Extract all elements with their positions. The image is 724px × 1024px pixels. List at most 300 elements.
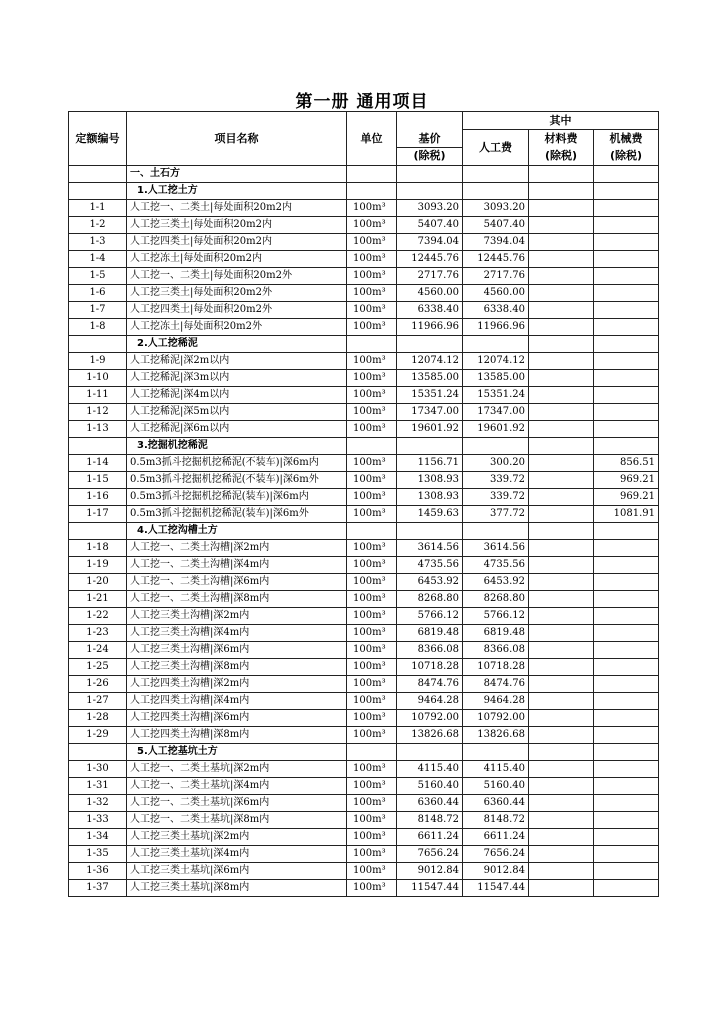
cell-code (69, 183, 127, 200)
cell-unit: 100m³ (347, 353, 397, 370)
cell-unit (347, 336, 397, 353)
table-row (69, 761, 659, 778)
cell-labor: 8268.80 (463, 591, 529, 608)
cell-machine (594, 217, 659, 234)
section-row (69, 166, 659, 183)
cell-machine (594, 812, 659, 829)
cell-machine (594, 336, 659, 353)
cell-unit: 100m³ (347, 625, 397, 642)
cell-machine (594, 421, 659, 438)
cell-base: 19601.92 (397, 421, 463, 438)
cell-base: 1308.93 (397, 489, 463, 506)
page-title: 第一册 通用项目 (295, 92, 429, 112)
cell-name: 人工挖四类土沟槽|深4m内 (127, 693, 347, 710)
cell-labor: 12074.12 (463, 353, 529, 370)
cell-machine (594, 642, 659, 659)
cell-name: 4.人工挖沟槽土方 (127, 523, 347, 540)
cell-base: 1459.63 (397, 506, 463, 523)
table-row (69, 234, 659, 251)
cell-labor: 8474.76 (463, 676, 529, 693)
cell-base: 10718.28 (397, 659, 463, 676)
table-row (69, 591, 659, 608)
header-machine-top: 机械费 (594, 130, 659, 148)
cell-machine (594, 574, 659, 591)
cell-unit: 100m³ (347, 642, 397, 659)
cell-code: 1-27 (69, 693, 127, 710)
cell-code: 1-36 (69, 863, 127, 880)
table-header (69, 112, 659, 166)
cell-material (529, 608, 594, 625)
cell-code: 1-11 (69, 387, 127, 404)
cell-labor: 6360.44 (463, 795, 529, 812)
cell-name: 人工挖三类土基坑|深8m内 (127, 880, 347, 897)
cell-labor: 11547.44 (463, 880, 529, 897)
cell-unit: 100m³ (347, 676, 397, 693)
cell-code: 1-31 (69, 778, 127, 795)
cell-name: 人工挖稀泥|深3m以内 (127, 370, 347, 387)
cell-code: 1-19 (69, 557, 127, 574)
cell-code: 1-6 (69, 285, 127, 302)
cell-base: 9012.84 (397, 863, 463, 880)
cell-machine (594, 166, 659, 183)
cell-unit: 100m³ (347, 421, 397, 438)
cell-labor: 15351.24 (463, 387, 529, 404)
cell-code: 1-2 (69, 217, 127, 234)
cell-unit: 100m³ (347, 557, 397, 574)
cell-labor: 300.20 (463, 455, 529, 472)
table-row (69, 727, 659, 744)
cell-name: 3.挖掘机挖稀泥 (127, 438, 347, 455)
cell-unit: 100m³ (347, 608, 397, 625)
cell-code: 1-16 (69, 489, 127, 506)
cell-code (69, 438, 127, 455)
cell-machine (594, 251, 659, 268)
cell-material (529, 421, 594, 438)
cell-base: 11547.44 (397, 880, 463, 897)
cell-material (529, 353, 594, 370)
cell-name: 人工挖三类土基坑|深6m内 (127, 863, 347, 880)
cell-name: 人工挖三类土沟槽|深4m内 (127, 625, 347, 642)
cell-code (69, 166, 127, 183)
cell-labor: 19601.92 (463, 421, 529, 438)
table-row (69, 353, 659, 370)
cell-labor (463, 336, 529, 353)
table-row (69, 540, 659, 557)
cell-code: 1-25 (69, 659, 127, 676)
cell-base: 1308.93 (397, 472, 463, 489)
cell-unit: 100m³ (347, 302, 397, 319)
cell-name: 人工挖三类土|每处面积20m2内 (127, 217, 347, 234)
cell-material (529, 200, 594, 217)
cell-unit: 100m³ (347, 591, 397, 608)
cell-labor: 11966.96 (463, 319, 529, 336)
cell-labor: 3093.20 (463, 200, 529, 217)
cell-code: 1-8 (69, 319, 127, 336)
cell-labor: 5160.40 (463, 778, 529, 795)
cell-code: 1-17 (69, 506, 127, 523)
cell-unit: 100m³ (347, 319, 397, 336)
cell-labor: 6611.24 (463, 829, 529, 846)
cell-unit: 100m³ (347, 404, 397, 421)
cell-labor: 4735.56 (463, 557, 529, 574)
cell-machine: 969.21 (594, 489, 659, 506)
cell-code: 1-20 (69, 574, 127, 591)
cell-machine (594, 880, 659, 897)
cell-name: 人工挖一、二类土基坑|深2m内 (127, 761, 347, 778)
cell-name: 人工挖一、二类土沟槽|深8m内 (127, 591, 347, 608)
cell-unit: 100m³ (347, 846, 397, 863)
cell-code: 1-14 (69, 455, 127, 472)
cell-name: 人工挖一、二类土基坑|深4m内 (127, 778, 347, 795)
table-row (69, 710, 659, 727)
cell-name: 人工挖四类土沟槽|深6m内 (127, 710, 347, 727)
cell-base: 6819.48 (397, 625, 463, 642)
cell-material (529, 523, 594, 540)
table-row (69, 472, 659, 489)
table-row (69, 285, 659, 302)
cell-machine: 969.21 (594, 472, 659, 489)
cell-unit: 100m³ (347, 880, 397, 897)
cell-material (529, 744, 594, 761)
cell-labor: 4115.40 (463, 761, 529, 778)
cell-material (529, 472, 594, 489)
cell-machine (594, 268, 659, 285)
cell-machine (594, 608, 659, 625)
cell-base (397, 438, 463, 455)
cell-base: 6611.24 (397, 829, 463, 846)
cell-name: 人工挖稀泥|深4m以内 (127, 387, 347, 404)
cell-unit: 100m³ (347, 489, 397, 506)
cell-labor: 4560.00 (463, 285, 529, 302)
cell-labor: 9012.84 (463, 863, 529, 880)
cell-labor: 13826.68 (463, 727, 529, 744)
cell-name: 人工挖四类土|每处面积20m2外 (127, 302, 347, 319)
cell-unit: 100m³ (347, 506, 397, 523)
cell-unit (347, 523, 397, 540)
cell-labor: 6453.92 (463, 574, 529, 591)
header-name: 项目名称 (127, 112, 347, 166)
cell-base: 12074.12 (397, 353, 463, 370)
table-row (69, 421, 659, 438)
cell-name: 2.人工挖稀泥 (127, 336, 347, 353)
cell-name: 人工挖四类土沟槽|深8m内 (127, 727, 347, 744)
cell-unit: 100m³ (347, 710, 397, 727)
cell-labor: 7656.24 (463, 846, 529, 863)
header-among: 其中 (463, 112, 659, 130)
cell-machine (594, 540, 659, 557)
cell-code: 1-35 (69, 846, 127, 863)
table-row (69, 319, 659, 336)
cell-base: 13585.00 (397, 370, 463, 387)
cell-base: 3614.56 (397, 540, 463, 557)
cell-code: 1-15 (69, 472, 127, 489)
cell-machine (594, 387, 659, 404)
category-row (69, 336, 659, 353)
category-row (69, 523, 659, 540)
cell-material (529, 489, 594, 506)
cell-labor: 7394.04 (463, 234, 529, 251)
cell-base: 8148.72 (397, 812, 463, 829)
cell-material (529, 778, 594, 795)
cell-name: 人工挖稀泥|深6m以内 (127, 421, 347, 438)
cell-code: 1-9 (69, 353, 127, 370)
table-row (69, 795, 659, 812)
cell-material (529, 268, 594, 285)
cell-base: 6453.92 (397, 574, 463, 591)
cell-code: 1-4 (69, 251, 127, 268)
cell-unit (347, 183, 397, 200)
cell-code: 1-10 (69, 370, 127, 387)
cell-material (529, 438, 594, 455)
cell-code: 1-37 (69, 880, 127, 897)
cell-labor: 17347.00 (463, 404, 529, 421)
cell-material (529, 761, 594, 778)
cell-material (529, 183, 594, 200)
cell-machine (594, 285, 659, 302)
cell-code: 1-29 (69, 727, 127, 744)
table-row (69, 557, 659, 574)
cell-material (529, 319, 594, 336)
cell-material (529, 217, 594, 234)
table-row (69, 846, 659, 863)
cell-name: 人工挖冻土|每处面积20m2内 (127, 251, 347, 268)
cell-material (529, 727, 594, 744)
cell-material (529, 506, 594, 523)
table-row (69, 268, 659, 285)
table-row (69, 387, 659, 404)
cell-unit: 100m³ (347, 863, 397, 880)
cell-name: 一、土石方 (127, 166, 347, 183)
table-row (69, 778, 659, 795)
cell-base: 7394.04 (397, 234, 463, 251)
cell-code: 1-23 (69, 625, 127, 642)
header-base-bottom: (除税) (397, 148, 463, 166)
cell-code: 1-24 (69, 642, 127, 659)
header-code: 定额编号 (69, 112, 127, 166)
cell-material (529, 693, 594, 710)
table-row (69, 863, 659, 880)
cell-material (529, 880, 594, 897)
table-row (69, 625, 659, 642)
cell-material (529, 336, 594, 353)
cell-machine (594, 404, 659, 421)
cell-material (529, 404, 594, 421)
cell-machine (594, 778, 659, 795)
cell-material (529, 302, 594, 319)
cell-name: 0.5m3抓斗挖掘机挖稀泥(不装车)|深6m内 (127, 455, 347, 472)
table-row (69, 455, 659, 472)
cell-code: 1-18 (69, 540, 127, 557)
cell-code (69, 336, 127, 353)
cell-labor: 5407.40 (463, 217, 529, 234)
cell-material (529, 812, 594, 829)
cell-material (529, 557, 594, 574)
cell-machine (594, 863, 659, 880)
cell-unit: 100m³ (347, 829, 397, 846)
cell-base: 7656.24 (397, 846, 463, 863)
cell-base: 6338.40 (397, 302, 463, 319)
cell-base: 1156.71 (397, 455, 463, 472)
table-row (69, 302, 659, 319)
cell-unit: 100m³ (347, 540, 397, 557)
table-row (69, 812, 659, 829)
cell-code: 1-33 (69, 812, 127, 829)
cell-material (529, 370, 594, 387)
cell-machine (594, 795, 659, 812)
cell-code (69, 523, 127, 540)
cell-base: 4560.00 (397, 285, 463, 302)
cell-unit: 100m³ (347, 217, 397, 234)
cell-labor: 339.72 (463, 472, 529, 489)
cell-labor: 3614.56 (463, 540, 529, 557)
cell-machine (594, 557, 659, 574)
cell-material (529, 795, 594, 812)
table-row (69, 506, 659, 523)
cell-unit: 100m³ (347, 455, 397, 472)
cell-code: 1-30 (69, 761, 127, 778)
cell-labor: 10792.00 (463, 710, 529, 727)
cell-unit: 100m³ (347, 795, 397, 812)
cell-base: 11966.96 (397, 319, 463, 336)
table-row (69, 693, 659, 710)
cell-code: 1-13 (69, 421, 127, 438)
cell-name: 人工挖四类土|每处面积20m2内 (127, 234, 347, 251)
cell-name: 人工挖冻土|每处面积20m2外 (127, 319, 347, 336)
cell-code: 1-28 (69, 710, 127, 727)
cell-name: 人工挖三类土沟槽|深8m内 (127, 659, 347, 676)
cell-base: 4735.56 (397, 557, 463, 574)
cell-labor (463, 744, 529, 761)
table-row (69, 404, 659, 421)
cell-base (397, 744, 463, 761)
cell-code: 1-34 (69, 829, 127, 846)
cell-code: 1-22 (69, 608, 127, 625)
table-row (69, 217, 659, 234)
quota-table (68, 111, 659, 897)
cell-code: 1-32 (69, 795, 127, 812)
cell-labor: 12445.76 (463, 251, 529, 268)
cell-unit (347, 166, 397, 183)
cell-machine (594, 659, 659, 676)
cell-name: 0.5m3抓斗挖掘机挖稀泥(装车)|深6m外 (127, 506, 347, 523)
cell-machine (594, 302, 659, 319)
cell-machine: 1081.91 (594, 506, 659, 523)
cell-base: 2717.76 (397, 268, 463, 285)
cell-name: 1.人工挖土方 (127, 183, 347, 200)
cell-code: 1-12 (69, 404, 127, 421)
cell-unit (347, 744, 397, 761)
table-row (69, 659, 659, 676)
cell-machine (594, 625, 659, 642)
cell-base (397, 166, 463, 183)
cell-machine (594, 523, 659, 540)
cell-base (397, 183, 463, 200)
header-machine-bottom: (除税) (594, 148, 659, 166)
cell-labor: 339.72 (463, 489, 529, 506)
table-row (69, 574, 659, 591)
cell-base: 4115.40 (397, 761, 463, 778)
cell-base: 6360.44 (397, 795, 463, 812)
cell-name: 人工挖一、二类土沟槽|深6m内 (127, 574, 347, 591)
cell-material (529, 676, 594, 693)
cell-name: 人工挖一、二类土基坑|深6m内 (127, 795, 347, 812)
cell-base: 8474.76 (397, 676, 463, 693)
cell-name: 人工挖一、二类土|每处面积20m2内 (127, 200, 347, 217)
table-row (69, 489, 659, 506)
cell-base: 15351.24 (397, 387, 463, 404)
cell-material (529, 455, 594, 472)
cell-material (529, 234, 594, 251)
cell-material (529, 540, 594, 557)
table-row (69, 370, 659, 387)
header-unit: 单位 (347, 112, 397, 166)
cell-material (529, 251, 594, 268)
cell-name: 人工挖四类土沟槽|深2m内 (127, 676, 347, 693)
cell-unit (347, 438, 397, 455)
cell-code: 1-5 (69, 268, 127, 285)
cell-labor: 2717.76 (463, 268, 529, 285)
cell-unit: 100m³ (347, 268, 397, 285)
cell-labor: 5766.12 (463, 608, 529, 625)
cell-name: 0.5m3抓斗挖掘机挖稀泥(不装车)|深6m外 (127, 472, 347, 489)
header-labor: 人工费 (463, 130, 529, 166)
cell-unit: 100m³ (347, 234, 397, 251)
cell-base: 8366.08 (397, 642, 463, 659)
header-base-top: 基价 (397, 112, 463, 148)
table-row (69, 829, 659, 846)
cell-machine (594, 319, 659, 336)
category-row (69, 183, 659, 200)
cell-machine: 856.51 (594, 455, 659, 472)
table-body (69, 166, 659, 897)
category-row (69, 744, 659, 761)
cell-labor: 9464.28 (463, 693, 529, 710)
cell-unit: 100m³ (347, 285, 397, 302)
cell-material (529, 166, 594, 183)
table-row (69, 200, 659, 217)
cell-machine (594, 846, 659, 863)
cell-material (529, 387, 594, 404)
cell-name: 人工挖稀泥|深5m以内 (127, 404, 347, 421)
cell-labor: 13585.00 (463, 370, 529, 387)
cell-name: 人工挖一、二类土基坑|深8m内 (127, 812, 347, 829)
cell-labor (463, 183, 529, 200)
cell-base: 12445.76 (397, 251, 463, 268)
cell-material (529, 863, 594, 880)
cell-machine (594, 591, 659, 608)
cell-machine (594, 676, 659, 693)
cell-machine (594, 234, 659, 251)
cell-unit: 100m³ (347, 574, 397, 591)
table-row (69, 608, 659, 625)
cell-labor: 8366.08 (463, 642, 529, 659)
cell-unit: 100m³ (347, 761, 397, 778)
cell-code (69, 744, 127, 761)
table-row (69, 642, 659, 659)
cell-unit: 100m³ (347, 370, 397, 387)
cell-base: 5160.40 (397, 778, 463, 795)
cell-labor: 377.72 (463, 506, 529, 523)
cell-unit: 100m³ (347, 659, 397, 676)
cell-material (529, 574, 594, 591)
cell-machine (594, 744, 659, 761)
cell-code: 1-1 (69, 200, 127, 217)
cell-material (529, 642, 594, 659)
cell-unit: 100m³ (347, 727, 397, 744)
header-material-top: 材料费 (529, 130, 594, 148)
cell-base: 9464.28 (397, 693, 463, 710)
cell-material (529, 285, 594, 302)
